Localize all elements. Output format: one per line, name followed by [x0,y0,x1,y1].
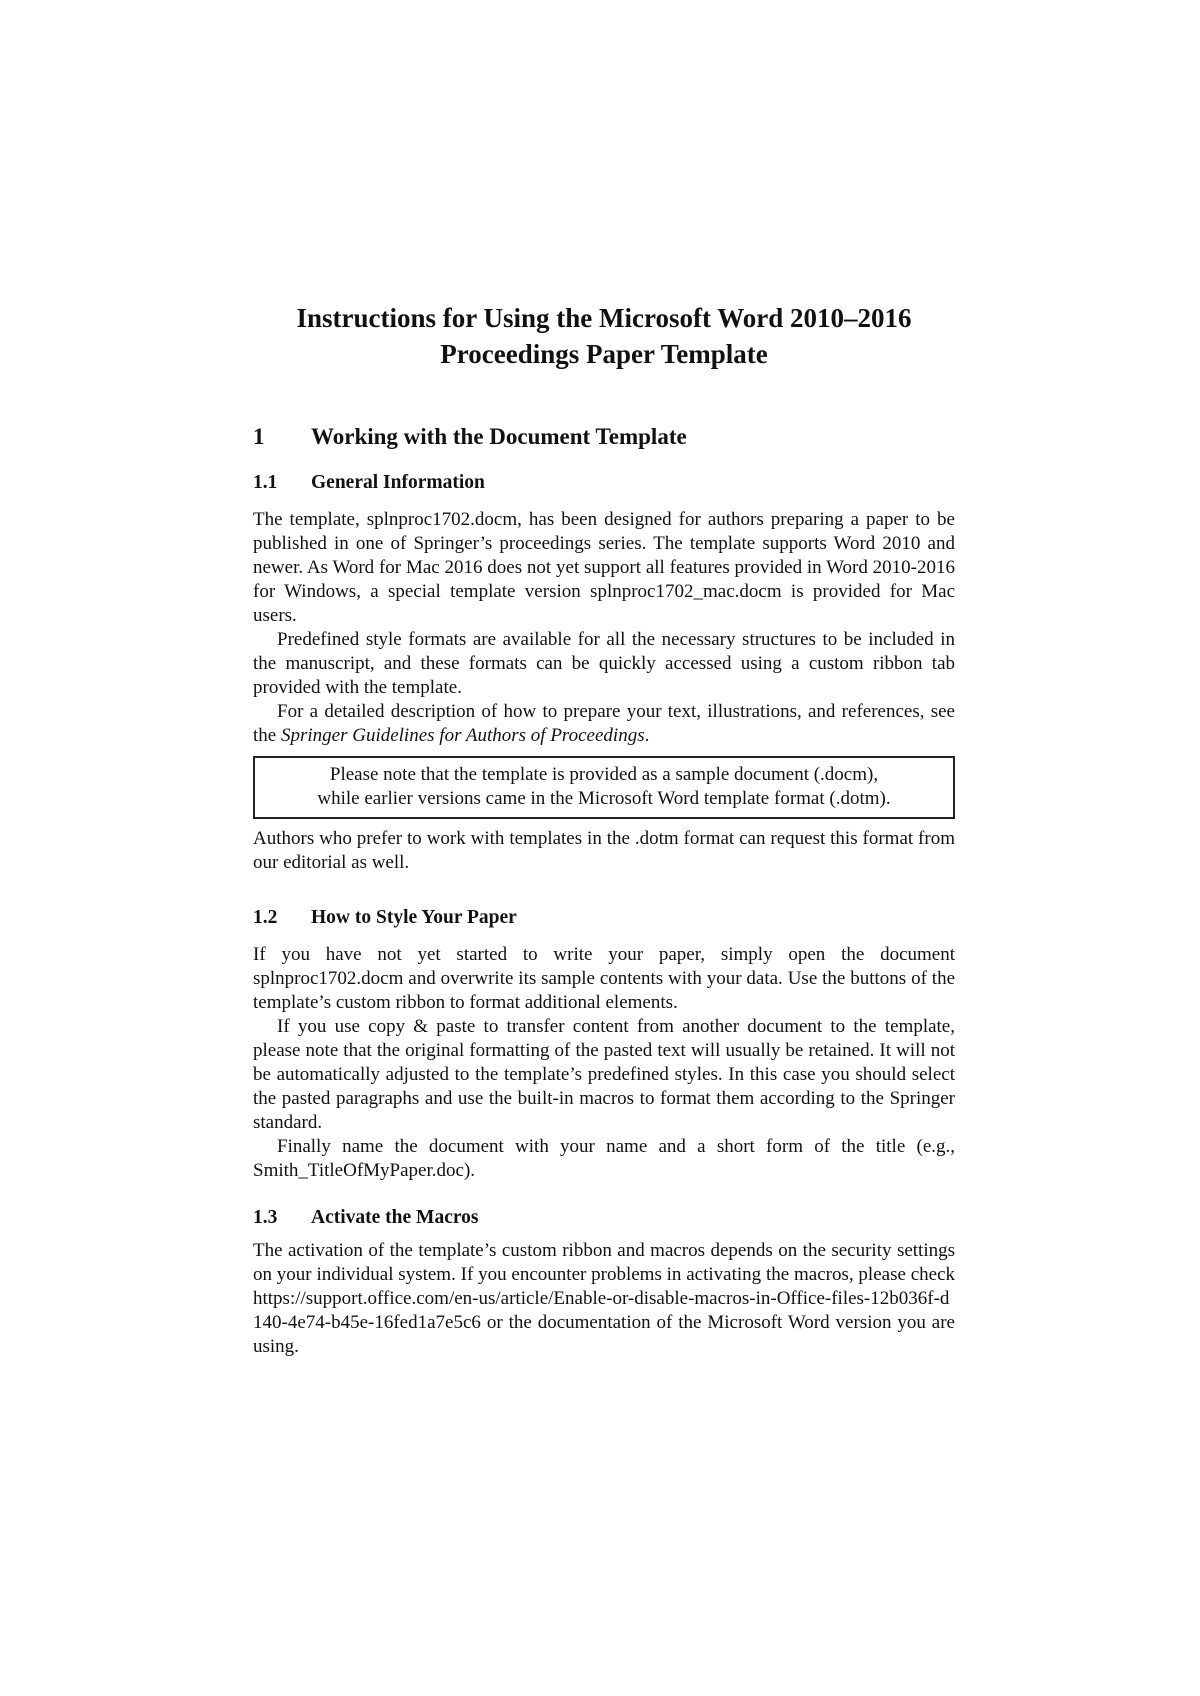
document-page [253,300,955,1359]
note-line-2: while earlier versions came in the Microsoft Word template format (.dotm). [317,788,891,809]
paragraph-general-info-1: The template, splnproc1702.docm, has been designed for authors preparing a paper to be published in one of Springer’s proceedings series. The template supports Word 2010 and newer. As Word for Mac 2016 does not yet support all features provided in Word 2010-2016 for Windows, a special template version splnproc1702_mac.docm is provided for Mac users. [253,509,955,626]
macros-text-before: The activation of the template’s custom ribbon and macros depends on the security settings on your individual system. If you encounter problems in activating the macros, please check [253,1240,955,1285]
subsection-1-3-title: Activate the Macros [311,1207,479,1228]
paper-title-line-2: Proceedings Paper Template [440,339,768,369]
paragraph-general-info-2: Predefined style formats are available for all the necessary structures to be included in the manuscript, and these formats can be quickly accessed using a custom ribbon tab provided with the template. [253,629,955,698]
paragraph-macros [253,1239,955,1359]
support-url: https://support.office.com/en-us/article/Enable-or-disable-macros-in-Office-files-12b036f-d140-4e74-b45e-16fed1a7e5c6 [253,1288,950,1333]
paragraph-style-2: If you use copy & paste to transfer content from another document to the template, please note that the original formatting of the pasted text will usually be retained. It will not be automatically adjusted to the template’s predefined styles. In this case you should select the pasted paragraphs and use the built-in macros to format them according to the Springer standard. [253,1016,955,1133]
subsection-1-2-number: 1.2 [253,907,278,928]
subsection-1-2-title: How to Style Your Paper [311,907,517,928]
guidelines-text-after: . [644,725,650,746]
macros-text-after: or the documentation of the Microsoft Word version you are using. [253,1312,955,1357]
paragraph-style-1: If you have not yet started to write your paper, simply open the document splnproc1702.docm and overwrite its sample contents with your data. Use the buttons of the template’s custom ribbon to format additional elements. [253,944,955,1013]
paragraph-general-info-3 [253,700,955,748]
subsection-1-1-heading [253,470,955,496]
guidelines-text-before: For a detailed description of how to prepare your text, illustrations, and references, see the [253,701,955,746]
paper-title-line-1: Instructions for Using the Microsoft Word 2010–2016 [296,303,912,333]
section-1-number: 1 [253,424,265,449]
section-1-heading [253,422,955,452]
section-1-title: Working with the Document Template [311,424,687,449]
subsection-1-2-heading [253,905,955,931]
subsection-1-3-heading [253,1205,955,1231]
note-box [253,756,955,819]
note-line-1: Please note that the template is provided as a sample document (.docm), [329,764,879,785]
subsection-1-1-number: 1.1 [253,472,278,493]
paragraph-style-3: Finally name the document with your name and a short form of the title (e.g., Smith_TitleOfMyPaper.doc). [253,1136,955,1181]
guidelines-title: Springer Guidelines for Authors of Proceedings [280,725,645,746]
paper-title [253,300,955,372]
subsection-1-3-number: 1.3 [253,1207,278,1228]
subsection-1-1-title: General Information [311,472,485,493]
paragraph-dotm-request: Authors who prefer to work with templates in the .dotm format can request this format from our editorial as well. [253,828,955,873]
